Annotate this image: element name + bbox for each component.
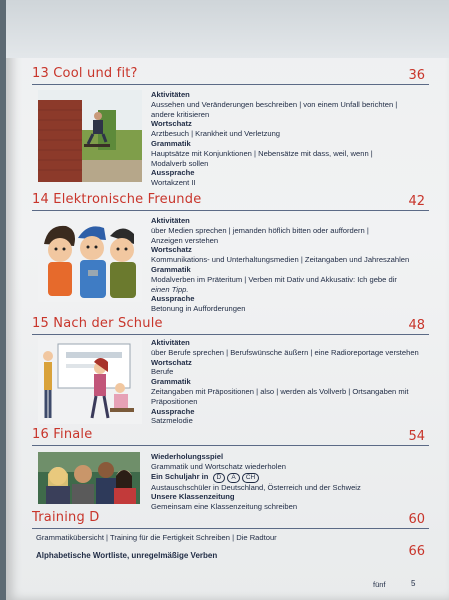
section-line: Aussehen und Veränderungen beschreiben | von einem Unfall berichten | xyxy=(151,99,398,109)
section-heading: Aktivitäten xyxy=(151,216,190,225)
chapter-title: 15 Nach der Schule xyxy=(32,316,163,331)
section-line: Grammatik und Wortschatz wiederholen xyxy=(151,461,286,471)
country-badge: A xyxy=(227,473,239,483)
section-line: Anzeigen verstehen xyxy=(151,235,219,245)
training-contents: Grammatikübersicht | Training für die Fertigkeit Schreiben | Die Radtour xyxy=(36,533,277,542)
section-line: über Medien sprechen | jemanden höflich bitten oder auffordern | xyxy=(151,225,369,235)
section-heading: Grammatik xyxy=(151,264,191,274)
section-line: Satzmelodie xyxy=(151,416,193,426)
chapter-page-number: 48 xyxy=(408,318,425,333)
page-footer-number: 5 xyxy=(411,579,416,588)
section-heading: Aussprache xyxy=(151,406,195,416)
section-line: Wortakzent II xyxy=(151,178,196,188)
chapter-contents xyxy=(151,90,423,188)
section-line: Gemeinsam eine Klassenzeitung schreiben xyxy=(151,502,298,512)
section-line: Hauptsätze mit Konjunktionen | Nebensätze mit dass, weil, wenn | xyxy=(151,148,373,158)
divider xyxy=(32,84,429,85)
chapter-page-number: 54 xyxy=(408,429,425,444)
country-badge: CH xyxy=(242,473,259,483)
section-heading: Aktivitäten xyxy=(151,338,190,347)
divider xyxy=(32,528,429,529)
section-line: Arztbesuch | Krankheit und Verletzung xyxy=(151,129,281,139)
chapter-16 xyxy=(6,425,449,512)
divider xyxy=(32,334,429,335)
section-line: Modalverben im Präteritum | Verben mit Dativ und Akkusativ: Ich gebe dir xyxy=(151,274,397,284)
page-footer-word: fünf xyxy=(373,580,386,589)
training-page-number: 60 xyxy=(408,512,425,527)
chapter-contents xyxy=(151,216,423,314)
section-heading: Grammatik xyxy=(151,377,191,387)
section-line: über Berufe sprechen | Berufswünsche äußern | eine Radioreportage verstehen xyxy=(151,347,419,357)
wordlist-title: Alphabetische Wortliste, unregelmäßige Verben xyxy=(36,551,218,560)
section-heading: Wortschatz xyxy=(151,119,192,129)
chapter-15 xyxy=(6,314,449,426)
training-title: Training D xyxy=(32,510,100,525)
divider xyxy=(32,210,429,211)
section-heading: Wiederholungsspiel xyxy=(151,452,224,461)
section-heading-with-badges xyxy=(151,472,423,483)
section-line: einen Tipp. xyxy=(151,284,189,294)
section-line: Berufe xyxy=(151,367,174,377)
chapter-title: 14 Elektronische Freunde xyxy=(32,192,202,207)
chapter-title: 13 Cool und fit? xyxy=(32,66,138,81)
section-heading: Aussprache xyxy=(151,168,195,178)
wordlist-page-number: 66 xyxy=(408,544,425,559)
country-badge: D xyxy=(213,473,226,483)
chapter-14 xyxy=(6,190,449,314)
previous-page-strip xyxy=(6,0,449,58)
chapter-contents xyxy=(151,452,423,512)
skateboard-photo xyxy=(38,90,142,182)
section-line: Präpositionen xyxy=(151,396,198,406)
section-heading: Wortschatz xyxy=(151,357,192,367)
chapter-contents xyxy=(151,338,423,426)
students-photo xyxy=(38,452,140,504)
career-illustration xyxy=(38,338,142,424)
section-heading: Ein Schuljahr in xyxy=(151,471,209,481)
chapter-page-number: 36 xyxy=(408,68,425,83)
section-line: Betonung in Aufforderungen xyxy=(151,304,246,314)
section-heading: Aussprache xyxy=(151,294,195,304)
section-heading: Unsere Klassenzeitung xyxy=(151,492,235,502)
chapter-13 xyxy=(6,64,449,188)
book-page xyxy=(6,0,449,600)
section-line: Kommunikations- und Unterhaltungsmedien | Zeitangaben und Jahreszahlen xyxy=(151,255,410,265)
chapter-title: 16 Finale xyxy=(32,427,93,442)
cartoon-friends-illustration xyxy=(38,216,142,302)
section-line: Austauschschüler in Deutschland, Österreich und der Schweiz xyxy=(151,482,361,492)
section-line: andere kritisieren xyxy=(151,109,210,119)
divider xyxy=(32,445,429,446)
chapter-page-number: 42 xyxy=(408,194,425,209)
section-heading: Grammatik xyxy=(151,138,191,148)
section-heading: Wortschatz xyxy=(151,245,192,255)
section-heading: Aktivitäten xyxy=(151,90,190,99)
section-line: Zeitangaben mit Präpositionen | also | werden als Vollverb | Ortsangaben mit xyxy=(151,386,409,396)
training-section xyxy=(6,508,449,542)
section-line: Modalverb sollen xyxy=(151,158,209,168)
